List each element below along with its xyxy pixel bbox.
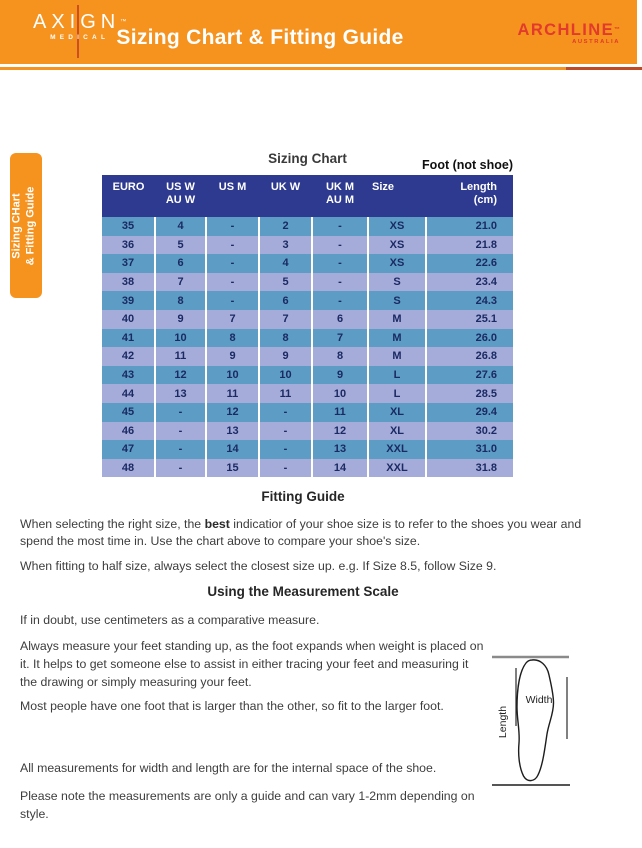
column-header-text: US M [218, 181, 247, 193]
cell-us-w: 9 [155, 310, 206, 329]
column-header-usm [206, 175, 259, 217]
cell-us-w: - [155, 422, 206, 441]
cell-uk-w: 4 [259, 254, 312, 273]
partner-name-text: ARCHLINE [517, 21, 614, 39]
measurement-scale-heading: Using the Measurement Scale [207, 584, 399, 599]
cell-uk-m: 13 [312, 440, 368, 459]
table-row [102, 459, 513, 478]
cell-size: XS [368, 236, 426, 255]
column-header-euro [102, 175, 155, 217]
cell-length-cm: 30.2 [426, 422, 513, 441]
cell-uk-w: 6 [259, 291, 312, 310]
cell-size: XS [368, 217, 426, 236]
side-tab-sizing-chart [10, 153, 42, 298]
fitting-paragraph-2: When fitting to half size, always select the closest size up. e.g. If Size 8.5, follow Size 9. [20, 559, 497, 573]
sizing-table-body [102, 217, 513, 477]
foot-outline-icon [517, 660, 554, 781]
fitting-guide-heading: Fitting Guide [261, 489, 345, 504]
cell-us-w: 4 [155, 217, 206, 236]
cell-us-w: 12 [155, 366, 206, 385]
cell-length-cm: 27.6 [426, 366, 513, 385]
table-row [102, 422, 513, 441]
cell-uk-m: 14 [312, 459, 368, 478]
side-tab-label-line1: Sizing CHart [10, 192, 22, 259]
cell-us-m: - [206, 217, 259, 236]
measurement-paragraph-4: All measurements for width and length are for the internal space of the shoe. [20, 761, 437, 775]
cell-size: S [368, 291, 426, 310]
foot-diagram [487, 648, 582, 793]
table-row [102, 440, 513, 459]
partner-subtitle: AUSTRALIA [572, 39, 620, 45]
cell-uk-w: - [259, 440, 312, 459]
cell-uk-m: 12 [312, 422, 368, 441]
cell-length-cm: 22.6 [426, 254, 513, 273]
cell-size: XXL [368, 440, 426, 459]
cell-size: XL [368, 403, 426, 422]
cell-us-m: 13 [206, 422, 259, 441]
header-rule-accent [566, 67, 642, 70]
cell-uk-w: 11 [259, 384, 312, 403]
cell-uk-w: 5 [259, 273, 312, 292]
cell-us-m: - [206, 236, 259, 255]
cell-size: M [368, 347, 426, 366]
table-row [102, 384, 513, 403]
cell-uk-w: 2 [259, 217, 312, 236]
cell-uk-w: - [259, 459, 312, 478]
side-tab-label-line2: & Fitting Guide [23, 186, 36, 265]
brand-subtitle: MEDICAL [50, 34, 110, 41]
column-header-length [426, 175, 513, 217]
cell-length-cm: 24.3 [426, 291, 513, 310]
column-header-text: US W [166, 181, 195, 193]
cell-euro: 44 [121, 387, 135, 400]
column-header-text2: AU W [165, 193, 196, 206]
column-header-text2: (cm) [473, 193, 497, 206]
cell-euro: 46 [121, 424, 135, 437]
cell-us-w: - [155, 403, 206, 422]
column-header-text2: AU M [325, 193, 355, 206]
table-row [102, 291, 513, 310]
cell-size: M [368, 310, 426, 329]
column-header-text: EURO [112, 181, 145, 193]
trademark-icon: ™ [120, 19, 127, 25]
cell-uk-m: - [312, 217, 368, 236]
sizing-table-header [102, 175, 513, 217]
cell-euro: 43 [121, 369, 135, 382]
sizing-chart-title: Sizing Chart [268, 151, 347, 166]
cell-length-cm: 23.4 [426, 273, 513, 292]
cell-us-w: - [155, 459, 206, 478]
column-header-text: Length [460, 181, 497, 193]
cell-size: XS [368, 254, 426, 273]
cell-uk-w: - [259, 403, 312, 422]
table-row [102, 347, 513, 366]
cell-uk-m: 6 [312, 310, 368, 329]
cell-length-cm: 28.5 [426, 384, 513, 403]
cell-euro: 48 [121, 462, 135, 475]
cell-uk-w: 8 [259, 329, 312, 348]
cell-us-m: 14 [206, 440, 259, 459]
cell-uk-w: 9 [259, 347, 312, 366]
table-row [102, 310, 513, 329]
header-rule [0, 67, 642, 70]
cell-us-w: 8 [155, 291, 206, 310]
cell-us-w: 10 [155, 329, 206, 348]
cell-uk-m: 11 [312, 403, 368, 422]
cell-euro: 45 [121, 406, 135, 419]
cell-us-m: 12 [206, 403, 259, 422]
cell-size: L [368, 366, 426, 385]
cell-us-w: 13 [155, 384, 206, 403]
measurement-paragraph-1: If in doubt, use centimeters as a comparative measure. [20, 613, 320, 627]
cell-length-cm: 25.1 [426, 310, 513, 329]
cell-uk-m: 7 [312, 329, 368, 348]
partner-logo [503, 21, 620, 45]
cell-size: XXL [368, 459, 426, 478]
cell-us-m: 9 [206, 347, 259, 366]
side-tab-label [10, 153, 42, 298]
column-header-size [368, 175, 426, 217]
cell-us-m: 10 [206, 366, 259, 385]
cell-size: S [368, 273, 426, 292]
cell-euro: 38 [121, 276, 135, 289]
cell-size: XL [368, 422, 426, 441]
table-row [102, 254, 513, 273]
table-row [102, 329, 513, 348]
cell-euro: 36 [121, 238, 135, 251]
cell-size: M [368, 329, 426, 348]
width-label: Width [525, 694, 553, 706]
cell-euro: 47 [121, 443, 135, 456]
cell-us-w: 6 [155, 254, 206, 273]
cell-size: L [368, 384, 426, 403]
cell-us-m: - [206, 291, 259, 310]
cell-us-w: 5 [155, 236, 206, 255]
cell-euro: 41 [121, 331, 135, 344]
cell-uk-w: 7 [259, 310, 312, 329]
paragraph-bold-text: best [204, 517, 230, 531]
cell-uk-w: 3 [259, 236, 312, 255]
page-title: Sizing Chart & Fitting Guide [116, 26, 404, 49]
cell-uk-m: - [312, 273, 368, 292]
column-header-text: Size [372, 181, 395, 193]
brand-name-text: AXIGN [33, 11, 121, 33]
page-header [0, 0, 637, 64]
trademark-icon: ™ [614, 27, 620, 33]
cell-uk-m: 10 [312, 384, 368, 403]
foot-not-shoe-note: Foot (not shoe) [422, 158, 513, 172]
cell-us-m: - [206, 254, 259, 273]
fitting-paragraph-1 [20, 516, 604, 550]
measurement-paragraph-3: Most people have one foot that is larger than the other, so fit to the larger foot. [20, 699, 444, 713]
column-header-text: UK W [270, 181, 301, 193]
cell-euro: 40 [121, 313, 135, 326]
cell-length-cm: 21.8 [426, 236, 513, 255]
cell-euro: 37 [121, 257, 135, 270]
paragraph-text: indicatior of your shoe size is to refer to the shoes you wear and spend the most time in. Use the chart above to compare your shoe's size. [20, 517, 582, 548]
cell-uk-m: - [312, 254, 368, 273]
cell-us-w: 7 [155, 273, 206, 292]
cell-uk-m: - [312, 291, 368, 310]
cell-length-cm: 26.0 [426, 329, 513, 348]
cell-euro: 35 [121, 220, 135, 233]
cell-us-w: - [155, 440, 206, 459]
cell-us-m: 8 [206, 329, 259, 348]
column-header-ukm [312, 175, 368, 217]
cell-euro: 42 [121, 350, 135, 363]
column-header-text: UK M [325, 181, 355, 193]
measurement-paragraph-2: Always measure your feet standing up, as the foot expands when weight is placed on it. It helps to get someone else to assist in either tracing your feet and measuring it the drawing or simply measuring your feet. [20, 639, 484, 689]
column-header-usw [155, 175, 206, 217]
cell-uk-m: - [312, 236, 368, 255]
cell-us-m: - [206, 273, 259, 292]
cell-uk-m: 9 [312, 366, 368, 385]
cell-us-m: 11 [206, 384, 259, 403]
cell-euro: 39 [121, 294, 135, 307]
paragraph-text: When selecting the right size, the [20, 517, 205, 531]
column-header-ukw [259, 175, 312, 217]
sizing-table [102, 175, 513, 477]
cell-uk-w: 10 [259, 366, 312, 385]
cell-length-cm: 29.4 [426, 403, 513, 422]
cell-uk-w: - [259, 422, 312, 441]
partner-wordmark [503, 21, 620, 39]
table-row [102, 236, 513, 255]
cell-us-w: 11 [155, 347, 206, 366]
table-row [102, 273, 513, 292]
cell-us-m: 7 [206, 310, 259, 329]
table-row [102, 366, 513, 385]
cell-uk-m: 8 [312, 347, 368, 366]
cell-length-cm: 26.8 [426, 347, 513, 366]
table-row [102, 217, 513, 236]
cell-length-cm: 31.0 [426, 440, 513, 459]
cell-length-cm: 31.8 [426, 459, 513, 478]
measurement-paragraph-5: Please note the measurements are only a guide and can vary 1-2mm depending on style. [20, 789, 475, 821]
cell-length-cm: 21.0 [426, 217, 513, 236]
table-row [102, 403, 513, 422]
cell-us-m: 15 [206, 459, 259, 478]
length-label: Length [497, 705, 509, 739]
